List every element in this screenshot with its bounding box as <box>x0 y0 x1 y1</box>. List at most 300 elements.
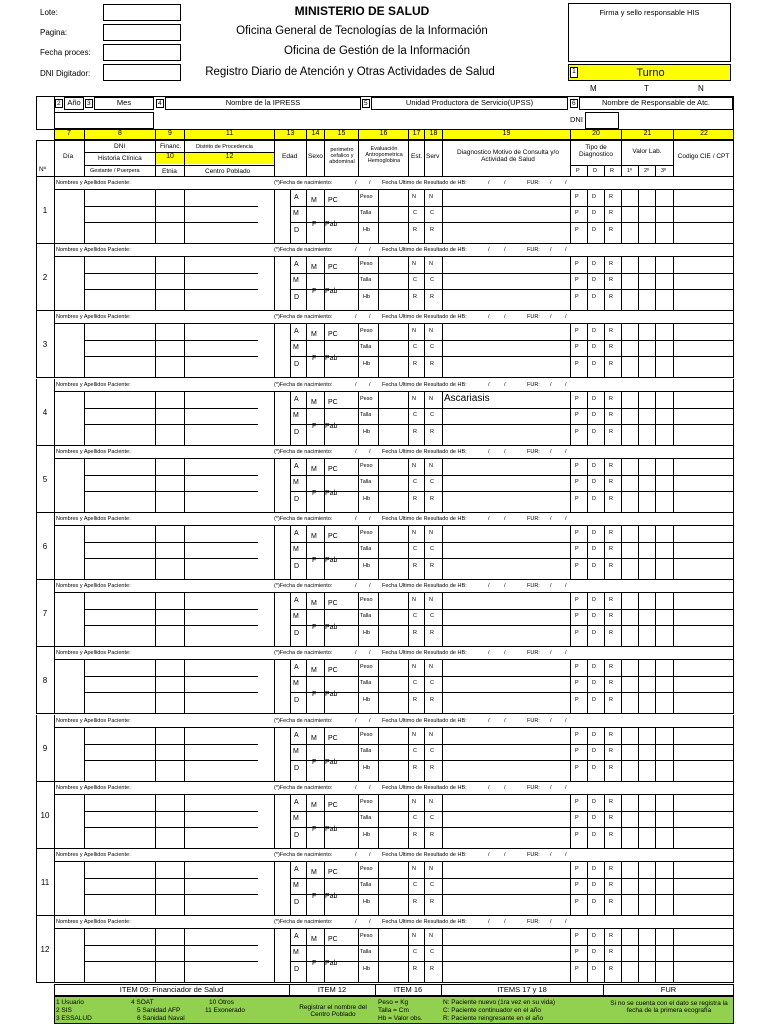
serv-n[interactable]: N <box>429 530 433 536</box>
tipo-p[interactable]: P <box>575 563 579 569</box>
sexo-f[interactable]: F <box>312 221 317 228</box>
hb-label: Hb <box>363 294 371 300</box>
amd-d[interactable]: D <box>294 496 300 503</box>
talla-label: Talla <box>360 949 372 955</box>
tipo-d[interactable]: D <box>592 496 596 502</box>
tipo-d[interactable]: D <box>592 697 596 703</box>
est-r[interactable]: R <box>413 361 417 367</box>
sexo-m[interactable]: M <box>311 869 317 876</box>
lote-label: Lote: <box>40 8 58 17</box>
responsable-field[interactable]: Nombre de Responsable de Atc. <box>579 97 733 110</box>
tipo-p[interactable]: P <box>575 680 579 686</box>
talla-label: Talla <box>360 277 372 283</box>
tipo-d[interactable]: D <box>592 344 596 350</box>
est-c[interactable]: C <box>413 748 417 754</box>
tipo-r[interactable]: R <box>609 328 613 334</box>
tipo-r[interactable]: R <box>609 429 613 435</box>
sexo-m[interactable]: M <box>311 600 317 607</box>
tipo-p[interactable]: P <box>575 294 579 300</box>
tipo-r[interactable]: R <box>609 732 613 738</box>
amd-d[interactable]: D <box>294 563 300 570</box>
tipo-d[interactable]: D <box>592 630 596 636</box>
est-c[interactable]: C <box>413 815 417 821</box>
amd-a[interactable]: A <box>294 866 299 873</box>
tipo-d[interactable]: D <box>592 866 596 872</box>
tipo-r[interactable]: R <box>609 597 613 603</box>
pab-label: Pab <box>325 624 338 631</box>
tipo-r[interactable]: R <box>609 832 613 838</box>
historia-header: Historia Clínica <box>98 155 142 162</box>
est-r[interactable]: R <box>413 429 417 435</box>
tipo-p[interactable]: P <box>575 799 579 805</box>
est-c[interactable]: C <box>413 210 417 216</box>
tipo-r[interactable]: R <box>609 463 613 469</box>
tipo-p[interactable]: P <box>575 597 579 603</box>
tipo-r[interactable]: R <box>609 899 613 905</box>
amd-m[interactable]: M <box>293 680 299 687</box>
serv-n[interactable]: N <box>429 933 433 939</box>
est-n[interactable]: N <box>412 664 416 670</box>
tipo-r[interactable]: R <box>609 210 613 216</box>
amd-d[interactable]: D <box>294 429 300 436</box>
serv-c[interactable]: C <box>430 815 434 821</box>
slash: / <box>504 180 506 186</box>
diagnostico-value[interactable]: Ascariasis <box>444 393 490 404</box>
tipo-d[interactable]: D <box>592 546 596 552</box>
tipo-p[interactable]: P <box>575 815 579 821</box>
est-r[interactable]: R <box>413 697 417 703</box>
tipo-p[interactable]: P <box>575 210 579 216</box>
serv-n[interactable]: N <box>429 194 433 200</box>
serv-n[interactable]: N <box>429 866 433 872</box>
peso-label: Peso <box>360 328 373 334</box>
serv-r[interactable]: R <box>430 361 434 367</box>
est-c[interactable]: C <box>413 613 417 619</box>
nombres-label: Nombres y Apellidos Paciente: <box>56 382 131 388</box>
serv-c[interactable]: C <box>430 344 434 350</box>
sexo-f[interactable]: F <box>312 691 317 698</box>
serv-r[interactable]: R <box>430 966 434 972</box>
tipo-p[interactable]: P <box>575 832 579 838</box>
sexo-m[interactable]: M <box>311 331 317 338</box>
tipo-d[interactable]: D <box>592 328 596 334</box>
tipo-d[interactable]: D <box>592 664 596 670</box>
serv-r[interactable]: R <box>430 496 434 502</box>
sexo-f[interactable]: F <box>312 624 317 631</box>
tipo-d[interactable]: D <box>592 933 596 939</box>
fecha-hb-label: Fecha Ultimo de Resultado de HB: <box>382 583 467 589</box>
tipo-r[interactable]: R <box>609 866 613 872</box>
tipo-p[interactable]: P <box>575 344 579 350</box>
serv-r[interactable]: R <box>430 630 434 636</box>
tipo-d[interactable]: D <box>592 882 596 888</box>
slash: / <box>488 382 490 388</box>
tipo-p[interactable]: P <box>575 765 579 771</box>
tipo-p[interactable]: P <box>575 479 579 485</box>
serv-c[interactable]: C <box>430 949 434 955</box>
est-c[interactable]: C <box>413 412 417 418</box>
hb-label: Hb <box>363 361 371 367</box>
firma-box[interactable] <box>568 3 731 62</box>
amd-a[interactable]: A <box>294 328 299 335</box>
tipo-p[interactable]: P <box>575 613 579 619</box>
tipo-d[interactable]: D <box>592 899 596 905</box>
sexo-f[interactable]: F <box>312 826 317 833</box>
tipo-r[interactable]: R <box>609 227 613 233</box>
pc-label: PC <box>328 466 338 473</box>
centro-poblado-header: Centro Poblado <box>205 168 251 175</box>
tipo-r[interactable]: R <box>609 530 613 536</box>
serv-r[interactable]: R <box>430 429 434 435</box>
sexo-f[interactable]: F <box>312 759 317 766</box>
tipo-r[interactable]: R <box>609 933 613 939</box>
est-r[interactable]: R <box>413 966 417 972</box>
est-r[interactable]: R <box>413 563 417 569</box>
tipo-p[interactable]: P <box>575 194 579 200</box>
tipo-r[interactable]: R <box>609 261 613 267</box>
tipo-p[interactable]: P <box>575 933 579 939</box>
serv-n[interactable]: N <box>429 664 433 670</box>
amd-d[interactable]: D <box>294 697 300 704</box>
pab-label: Pab <box>325 423 338 430</box>
tipo-d[interactable]: D <box>592 261 596 267</box>
slash: / <box>355 650 357 656</box>
serv-n[interactable]: N <box>429 597 433 603</box>
tipo-d[interactable]: D <box>592 429 596 435</box>
tipo-p[interactable]: P <box>575 732 579 738</box>
tipo-d[interactable]: D <box>592 396 596 402</box>
est-r[interactable]: R <box>413 832 417 838</box>
est-c[interactable]: C <box>413 546 417 552</box>
amd-m[interactable]: M <box>293 882 299 889</box>
sexo-m[interactable]: M <box>311 936 317 943</box>
tipo-r[interactable]: R <box>609 765 613 771</box>
amd-a[interactable]: A <box>294 194 299 201</box>
tipo-p[interactable]: P <box>575 328 579 334</box>
serv-r[interactable]: R <box>430 899 434 905</box>
tipo-d[interactable]: D <box>592 832 596 838</box>
nombres-label: Nombres y Apellidos Paciente: <box>56 180 131 186</box>
slash: / <box>565 382 567 388</box>
tipo-d[interactable]: D <box>592 479 596 485</box>
hdr-lab-2: 2º <box>644 168 650 174</box>
slash: / <box>488 449 490 455</box>
est-r[interactable]: R <box>413 765 417 771</box>
anio-field[interactable]: Año <box>64 97 84 110</box>
fecha-nac-label: (*)Fecha de nacimiento: <box>274 314 333 320</box>
serv-r[interactable]: R <box>430 294 434 300</box>
est-c[interactable]: C <box>413 344 417 350</box>
table-row <box>36 379 734 446</box>
amd-a[interactable]: A <box>294 530 299 537</box>
tipo-r[interactable]: R <box>609 630 613 636</box>
tipo-r[interactable]: R <box>609 396 613 402</box>
tipo-p[interactable]: P <box>575 630 579 636</box>
est-n[interactable]: N <box>412 194 416 200</box>
tipo-r[interactable]: R <box>609 613 613 619</box>
amd-m[interactable]: M <box>293 613 299 620</box>
amd-d[interactable]: D <box>294 227 300 234</box>
ipress-field[interactable]: Nombre de la IPRESS <box>165 97 361 110</box>
sexo-f[interactable]: F <box>312 490 317 497</box>
est-n[interactable]: N <box>412 866 416 872</box>
mes-field[interactable]: Mes <box>94 97 154 110</box>
slash: / <box>550 314 552 320</box>
row-number: 5 <box>42 475 48 484</box>
turno-m[interactable]: M <box>590 84 597 93</box>
serv-c[interactable]: C <box>430 882 434 888</box>
tipo-r[interactable]: R <box>609 479 613 485</box>
turno-options <box>568 82 731 96</box>
tipo-r[interactable]: R <box>609 949 613 955</box>
nro-header: Nº <box>39 166 47 173</box>
fecha-proceso-field[interactable] <box>103 44 181 61</box>
turno-t[interactable]: T <box>644 84 649 93</box>
est-c[interactable]: C <box>413 680 417 686</box>
est-n[interactable]: N <box>412 530 416 536</box>
est-r[interactable]: R <box>413 899 417 905</box>
amd-m[interactable]: M <box>293 479 299 486</box>
amd-a[interactable]: A <box>294 396 299 403</box>
serv-c[interactable]: C <box>430 412 434 418</box>
tipo-r[interactable]: R <box>609 664 613 670</box>
tipo-d[interactable]: D <box>592 966 596 972</box>
amd-m[interactable]: M <box>293 277 299 284</box>
tipo-r[interactable]: R <box>609 361 613 367</box>
est-n[interactable]: N <box>412 463 416 469</box>
fecha-hb-label: Fecha Ultimo de Resultado de HB: <box>382 785 467 791</box>
tipo-d[interactable]: D <box>592 412 596 418</box>
fecha-hb-label: Fecha Ultimo de Resultado de HB: <box>382 314 467 320</box>
tipo-d[interactable]: D <box>592 732 596 738</box>
est-n[interactable]: N <box>412 328 416 334</box>
amd-d[interactable]: D <box>294 832 300 839</box>
serv-r[interactable]: R <box>430 563 434 569</box>
fecha-hb-label: Fecha Ultimo de Resultado de HB: <box>382 247 467 253</box>
amd-d[interactable]: D <box>294 966 300 973</box>
tipo-p[interactable]: P <box>575 966 579 972</box>
serv-n[interactable]: N <box>429 261 433 267</box>
amd-a[interactable]: A <box>294 261 299 268</box>
tipo-d[interactable]: D <box>592 463 596 469</box>
fur-label: FUR: <box>527 449 540 455</box>
tipo-d[interactable]: D <box>592 277 596 283</box>
pagina-field[interactable] <box>103 24 181 41</box>
pc-label: PC <box>328 667 338 674</box>
tipo-p[interactable]: P <box>575 463 579 469</box>
tipo-d[interactable]: D <box>592 294 596 300</box>
tipo-r[interactable]: R <box>609 546 613 552</box>
est-c[interactable]: C <box>413 479 417 485</box>
amd-d[interactable]: D <box>294 765 300 772</box>
sexo-f[interactable]: F <box>312 355 317 362</box>
serv-c[interactable]: C <box>430 546 434 552</box>
serv-c[interactable]: C <box>430 479 434 485</box>
tipo-r[interactable]: R <box>609 882 613 888</box>
tipo-d[interactable]: D <box>592 563 596 569</box>
sexo-m[interactable]: M <box>311 399 317 406</box>
tipo-p[interactable]: P <box>575 412 579 418</box>
est-r[interactable]: R <box>413 630 417 636</box>
serv-r[interactable]: R <box>430 832 434 838</box>
amd-d[interactable]: D <box>294 294 300 301</box>
sexo-m[interactable]: M <box>311 264 317 271</box>
amd-m[interactable]: M <box>293 412 299 419</box>
serv-c[interactable]: C <box>430 210 434 216</box>
tipo-d[interactable]: D <box>592 597 596 603</box>
est-n[interactable]: N <box>412 597 416 603</box>
peso-label: Peso <box>360 732 373 738</box>
slash: / <box>504 785 506 791</box>
serv-c[interactable]: C <box>430 680 434 686</box>
fur-label: FUR: <box>527 785 540 791</box>
tipo-r[interactable]: R <box>609 412 613 418</box>
tipo-r[interactable]: R <box>609 344 613 350</box>
tipo-d[interactable]: D <box>592 748 596 754</box>
amd-d[interactable]: D <box>294 361 300 368</box>
tipo-d[interactable]: D <box>592 799 596 805</box>
serv-n[interactable]: N <box>429 732 433 738</box>
est-c[interactable]: C <box>413 277 417 283</box>
amd-a[interactable]: A <box>294 799 299 806</box>
amd-m[interactable]: M <box>293 949 299 956</box>
fur-label: FUR: <box>527 180 540 186</box>
est-n[interactable]: N <box>412 261 416 267</box>
tipo-r[interactable]: R <box>609 194 613 200</box>
sexo-m[interactable]: M <box>311 466 317 473</box>
tipo-d[interactable]: D <box>592 815 596 821</box>
tipo-d[interactable]: D <box>592 680 596 686</box>
amd-a[interactable]: A <box>294 933 299 940</box>
tipo-p[interactable]: P <box>575 227 579 233</box>
tipo-p[interactable]: P <box>575 396 579 402</box>
sexo-f[interactable]: F <box>312 423 317 430</box>
serv-c[interactable]: C <box>430 613 434 619</box>
tipo-p[interactable]: P <box>575 261 579 267</box>
tipo-d[interactable]: D <box>592 210 596 216</box>
pab-label: Pab <box>325 490 338 497</box>
amd-m[interactable]: M <box>293 546 299 553</box>
table-row <box>36 177 734 244</box>
tipo-p[interactable]: P <box>575 277 579 283</box>
slash: / <box>369 852 371 858</box>
sexo-m[interactable]: M <box>311 533 317 540</box>
anio-mes-value-field[interactable] <box>54 112 154 129</box>
nombres-label: Nombres y Apellidos Paciente: <box>56 785 131 791</box>
serv-n[interactable]: N <box>429 463 433 469</box>
sexo-m[interactable]: M <box>311 197 317 204</box>
tipo-p[interactable]: P <box>575 866 579 872</box>
est-r[interactable]: R <box>413 294 417 300</box>
sexo-m[interactable]: M <box>311 667 317 674</box>
serv-r[interactable]: R <box>430 765 434 771</box>
serv-n[interactable]: N <box>429 396 433 402</box>
slash: / <box>565 516 567 522</box>
tipo-r[interactable]: R <box>609 748 613 754</box>
tipo-r[interactable]: R <box>609 496 613 502</box>
tipo-p[interactable]: P <box>575 429 579 435</box>
tipo-p[interactable]: P <box>575 361 579 367</box>
tipo-d[interactable]: D <box>592 613 596 619</box>
slash: / <box>369 382 371 388</box>
est-n[interactable]: N <box>412 732 416 738</box>
tipo-p[interactable]: P <box>575 697 579 703</box>
serv-c[interactable]: C <box>430 277 434 283</box>
lote-field[interactable] <box>103 4 181 21</box>
tipo-r[interactable]: R <box>609 815 613 821</box>
sexo-f[interactable]: F <box>312 288 317 295</box>
amd-m[interactable]: M <box>293 210 299 217</box>
amd-d[interactable]: D <box>294 899 300 906</box>
amd-m[interactable]: M <box>293 815 299 822</box>
est-c[interactable]: C <box>413 949 417 955</box>
amd-m[interactable]: M <box>293 344 299 351</box>
est-c[interactable]: C <box>413 882 417 888</box>
est-n[interactable]: N <box>412 396 416 402</box>
serv-n[interactable]: N <box>429 799 433 805</box>
tipo-d[interactable]: D <box>592 361 596 367</box>
tipo-r[interactable]: R <box>609 680 613 686</box>
tipo-d[interactable]: D <box>592 194 596 200</box>
sexo-m[interactable]: M <box>311 735 317 742</box>
tipo-p[interactable]: P <box>575 664 579 670</box>
tipo-p[interactable]: P <box>575 530 579 536</box>
upss-field[interactable]: Unidad Productora de Servicio(UPSS) <box>371 97 568 110</box>
est-r[interactable]: R <box>413 227 417 233</box>
sexo-f[interactable]: F <box>312 893 317 900</box>
tipo-r[interactable]: R <box>609 294 613 300</box>
sexo-m[interactable]: M <box>311 802 317 809</box>
tipo-r[interactable]: R <box>609 966 613 972</box>
amd-a[interactable]: A <box>294 664 299 671</box>
fecha-nac-label: (*)Fecha de nacimiento: <box>274 247 333 253</box>
sexo-f[interactable]: F <box>312 960 317 967</box>
amd-d[interactable]: D <box>294 630 300 637</box>
amd-a[interactable]: A <box>294 463 299 470</box>
dni-responsable-field[interactable] <box>585 112 619 129</box>
tipo-r[interactable]: R <box>609 799 613 805</box>
tipo-d[interactable]: D <box>592 227 596 233</box>
est-n[interactable]: N <box>412 799 416 805</box>
serv-c[interactable]: C <box>430 748 434 754</box>
tipo-p[interactable]: P <box>575 496 579 502</box>
est-r[interactable]: R <box>413 496 417 502</box>
tipo-r[interactable]: R <box>609 277 613 283</box>
est-n[interactable]: N <box>412 933 416 939</box>
amd-a[interactable]: A <box>294 597 299 604</box>
serv-r[interactable]: R <box>430 697 434 703</box>
tipo-r[interactable]: R <box>609 697 613 703</box>
dni-digitador-field[interactable] <box>103 64 181 81</box>
serv-n[interactable]: N <box>429 328 433 334</box>
turno-n[interactable]: N <box>698 84 704 93</box>
tipo-d[interactable]: D <box>592 530 596 536</box>
sexo-f[interactable]: F <box>312 557 317 564</box>
tipo-p[interactable]: P <box>575 748 579 754</box>
tipo-d[interactable]: D <box>592 765 596 771</box>
pab-label: Pab <box>325 691 338 698</box>
amd-a[interactable]: A <box>294 732 299 739</box>
tipo-p[interactable]: P <box>575 899 579 905</box>
tipo-r[interactable]: R <box>609 563 613 569</box>
tipo-p[interactable]: P <box>575 882 579 888</box>
serv-r[interactable]: R <box>430 227 434 233</box>
tipo-p[interactable]: P <box>575 546 579 552</box>
tipo-p[interactable]: P <box>575 949 579 955</box>
amd-m[interactable]: M <box>293 748 299 755</box>
tipo-d[interactable]: D <box>592 949 596 955</box>
peso-label: Peso <box>360 261 373 267</box>
